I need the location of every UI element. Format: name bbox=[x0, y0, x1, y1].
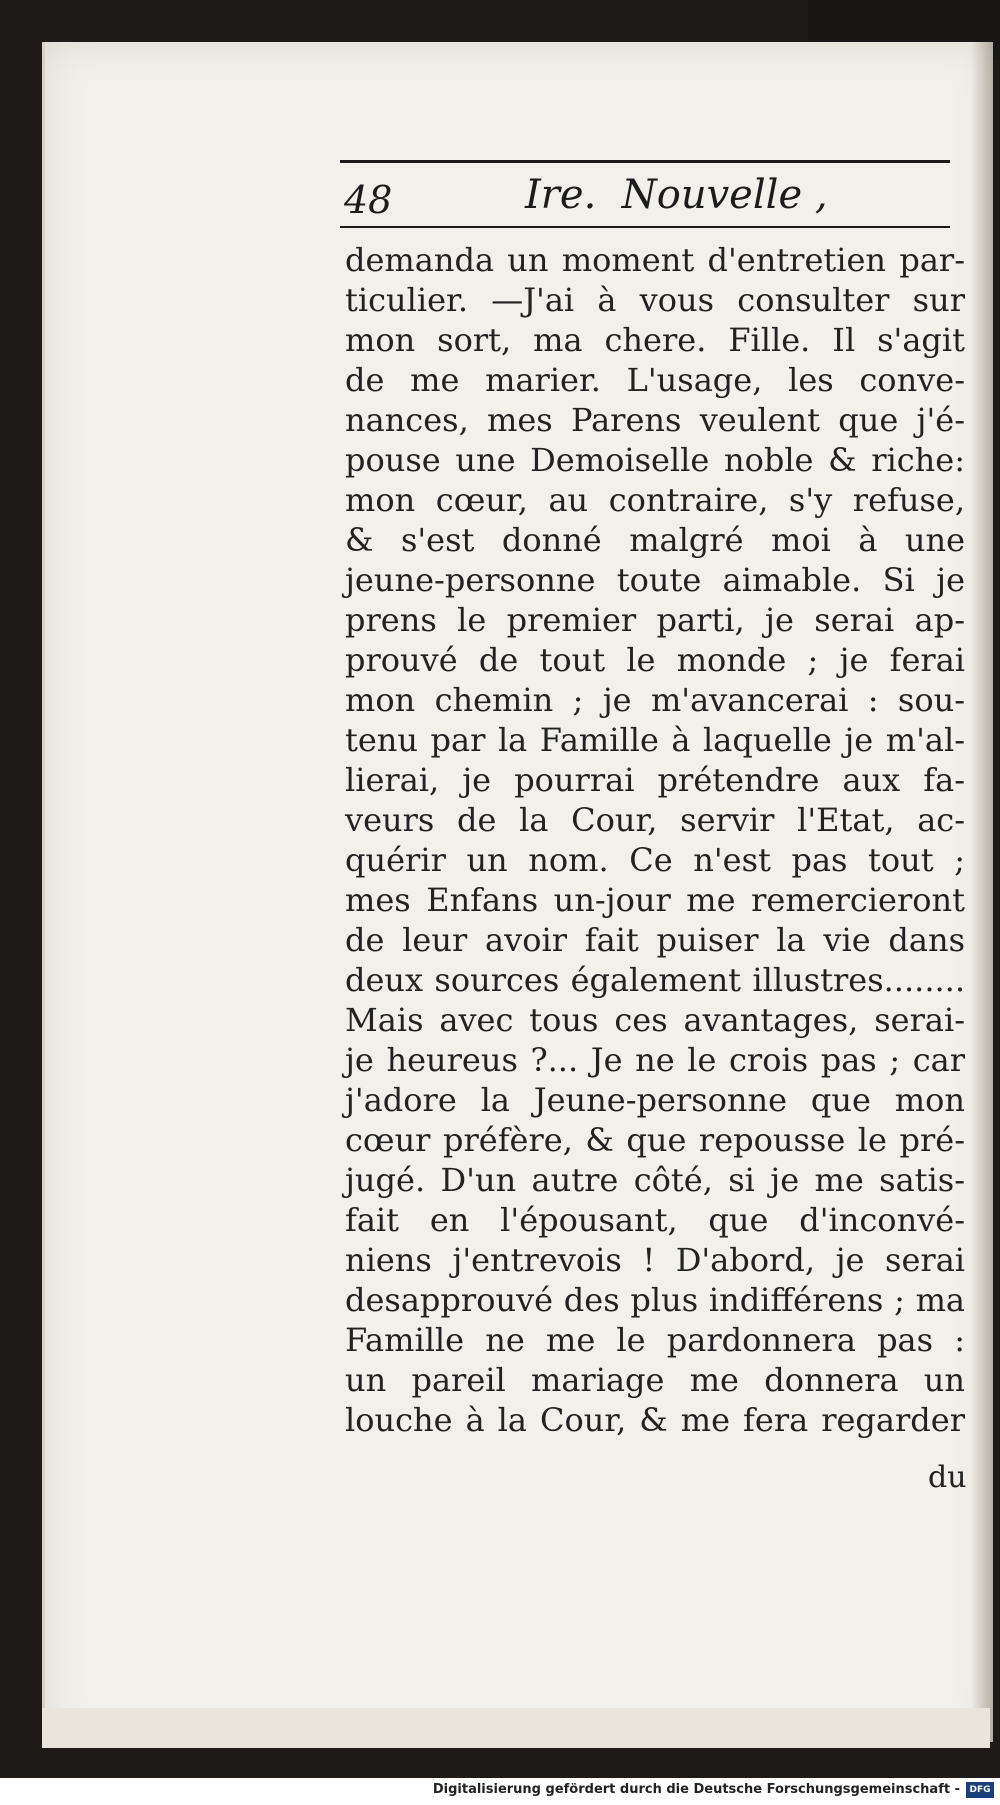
text-line: Mais avec tous ces avantages, serai- bbox=[345, 1001, 965, 1039]
text-line: desapprouvé des plus indifférens ; ma bbox=[345, 1281, 965, 1319]
text-line: mes Enfans un-jour me remercieront bbox=[345, 881, 965, 919]
text-line: mon sort, ma chere. Fille. Il s'agit bbox=[345, 321, 965, 359]
text-line: Famille ne me le pardonnera pas : bbox=[345, 1321, 965, 1359]
text-line: jeune-personne toute aimable. Si je bbox=[345, 561, 965, 599]
text-line: nances, mes Parens veulent que j'é- bbox=[345, 401, 965, 439]
header-underline bbox=[340, 226, 950, 228]
digitization-footer bbox=[0, 1778, 1000, 1805]
text-line: mon cœur, au contraire, s'y refuse, bbox=[345, 481, 965, 519]
running-title: Ire. Nouvelle , bbox=[525, 172, 828, 218]
text-line: fait en l'épousant, que d'inconvé- bbox=[345, 1201, 965, 1239]
text-line: niens j'entrevois ! D'abord, je serai bbox=[345, 1241, 965, 1279]
text-line: cœur préfère, & que repousse le pré- bbox=[345, 1121, 965, 1159]
text-line: veurs de la Cour, servir l'Etat, ac- bbox=[345, 801, 965, 839]
text-line: ticulier. —J'ai à vous consulter sur bbox=[345, 281, 965, 319]
text-line: prens le premier parti, je serai ap- bbox=[345, 601, 965, 639]
text-line: lierai, je pourrai prétendre aux fa- bbox=[345, 761, 965, 799]
funding-credit: Digitalisierung gefördert durch die Deutsche Forschungsgemeinschaft - bbox=[432, 1782, 960, 1797]
header-rule bbox=[340, 160, 950, 163]
text-line: louche à la Cour, & me fera regarder bbox=[345, 1401, 965, 1439]
text-line: je heureus ?... Je ne le crois pas ; car bbox=[345, 1041, 965, 1079]
text-line: prouvé de tout le monde ; je ferai bbox=[345, 641, 965, 679]
text-line: quérir un nom. Ce n'est pas tout ; bbox=[345, 841, 965, 879]
text-line: un pareil mariage me donnera un bbox=[345, 1361, 965, 1399]
text-line: de me marier. L'usage, les conve- bbox=[345, 361, 965, 399]
page-number: 48 bbox=[344, 178, 393, 222]
text-line: demanda un moment d'entretien par- bbox=[345, 241, 965, 279]
text-line: & s'est donné malgré moi à une bbox=[345, 521, 965, 559]
text-line: de leur avoir fait puiser la vie dans bbox=[345, 921, 965, 959]
text-line: deux sources également illustres........ bbox=[345, 961, 965, 999]
text-line: pouse une Demoiselle noble & riche: bbox=[345, 441, 965, 479]
text-line: mon chemin ; je m'avancerai : sou- bbox=[345, 681, 965, 719]
dfg-logo-icon: DFG bbox=[966, 1782, 994, 1798]
text-line: jugé. D'un autre côté, si je me satis- bbox=[345, 1161, 965, 1199]
page-header bbox=[340, 170, 950, 224]
catchword: du bbox=[928, 1460, 967, 1495]
text-line: j'adore la Jeune-personne que mon bbox=[345, 1081, 965, 1119]
text-line: tenu par la Famille à laquelle je m'al- bbox=[345, 721, 965, 759]
page-bottom-edge bbox=[42, 1708, 990, 1748]
